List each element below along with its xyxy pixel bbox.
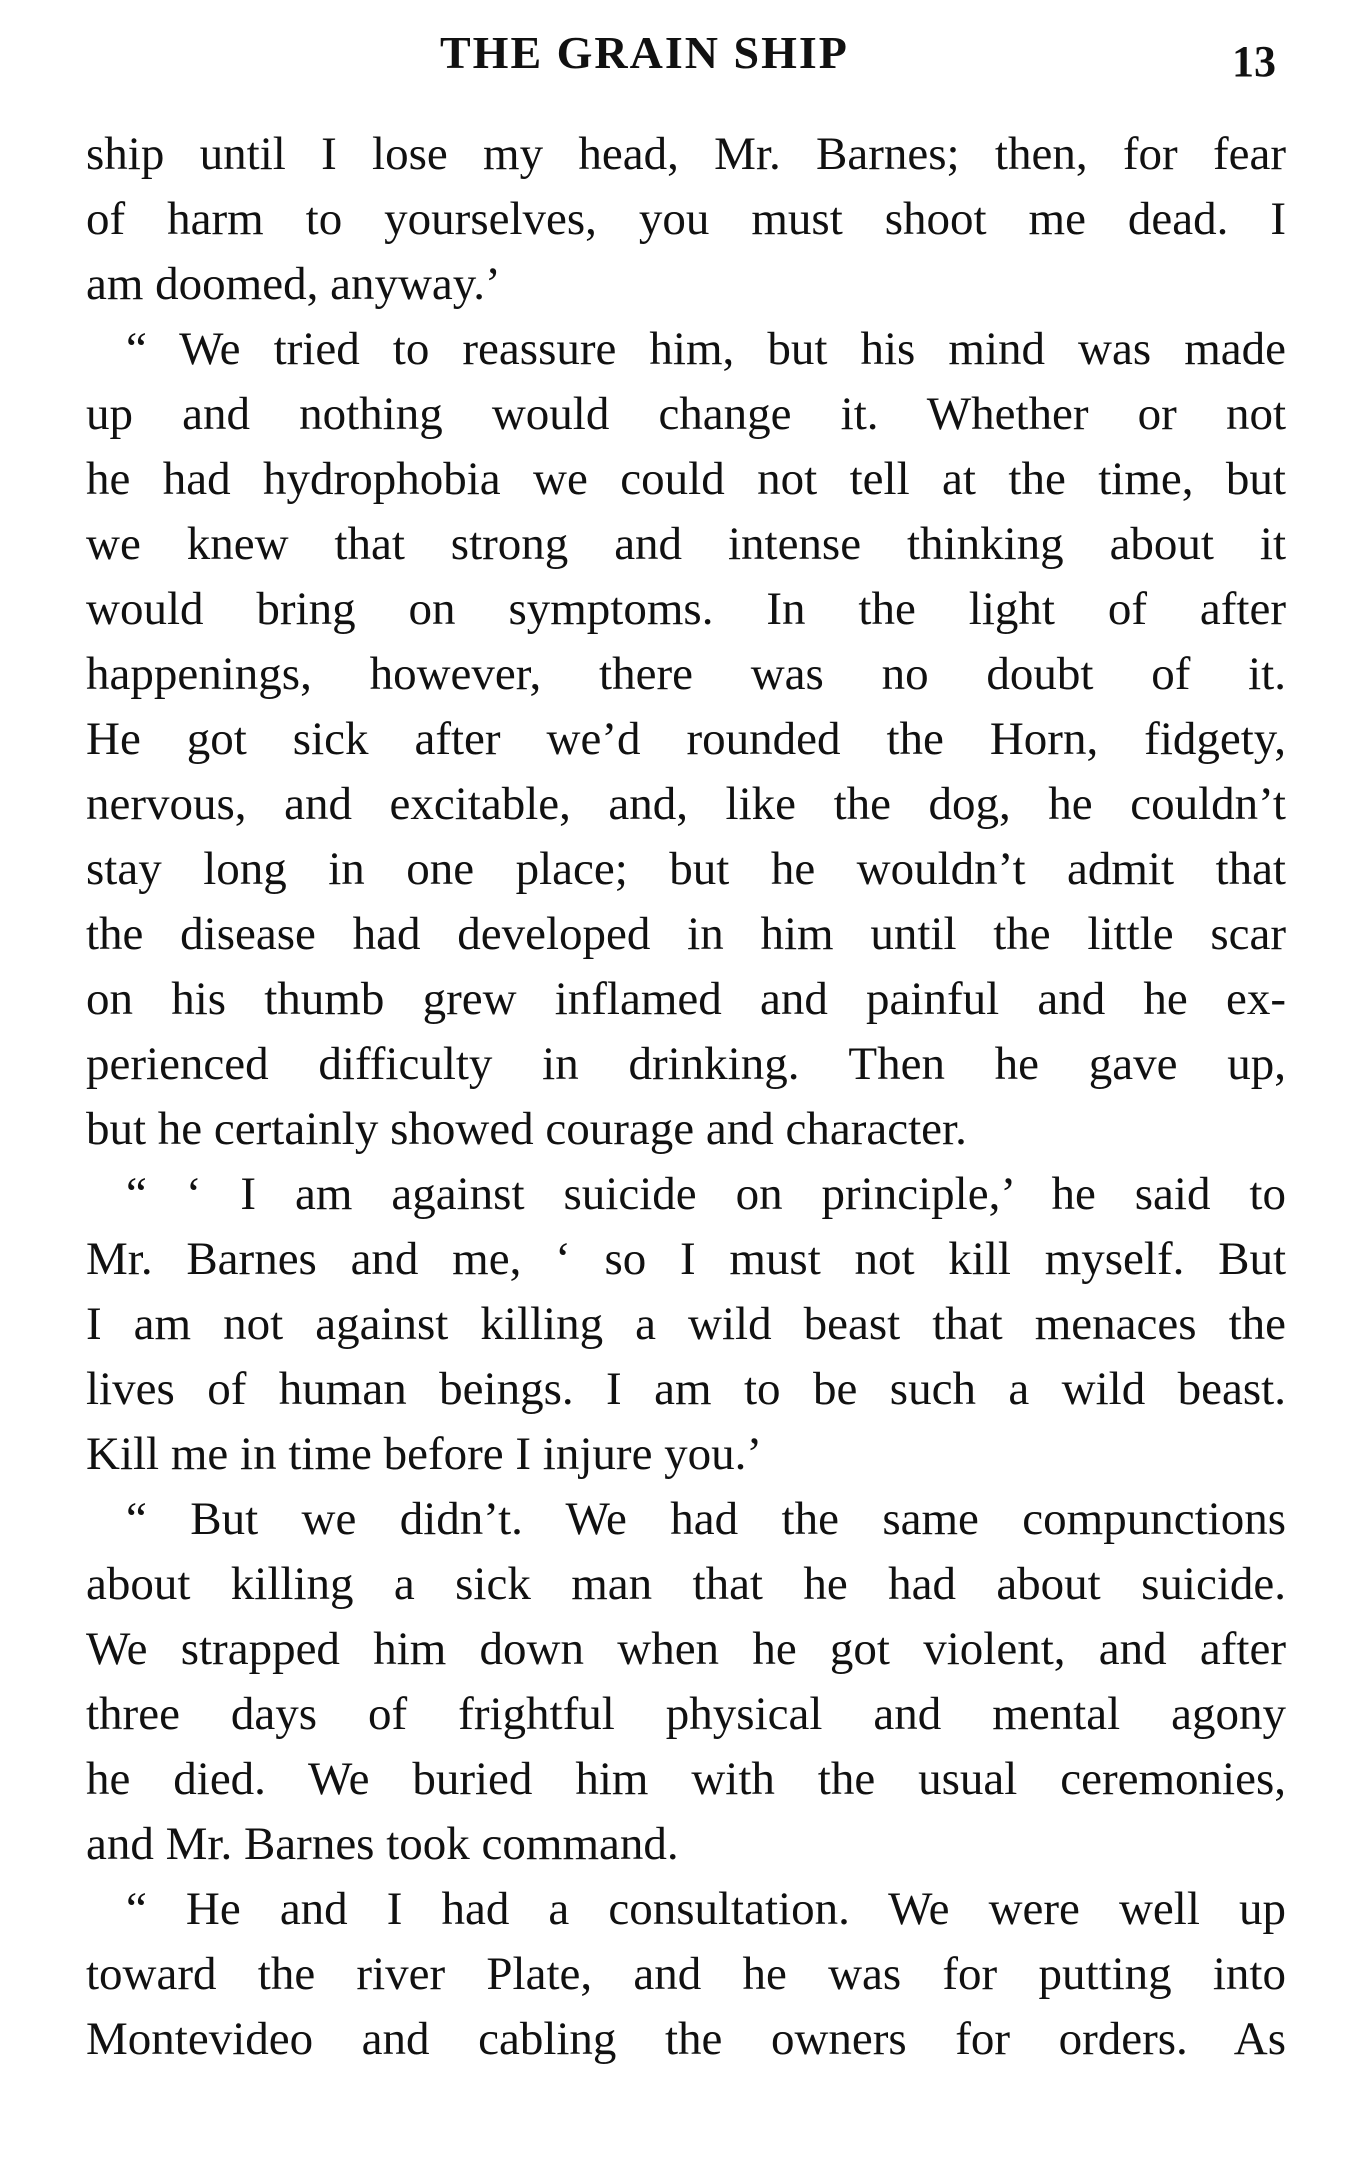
text-line: he had hydrophobia we could not tell at the time, but <box>86 453 1286 505</box>
text-line: three days of frightful physical and mental agony <box>86 1688 1286 1740</box>
text-line: would bring on symptoms. In the light of after <box>86 583 1286 635</box>
text-line: happenings, however, there was no doubt of it. <box>86 648 1286 700</box>
text-line: “ We tried to reassure him, but his mind was made <box>126 323 1286 375</box>
paragraph <box>86 317 1286 1162</box>
text-line: ship until I lose my head, Mr. Barnes; then, for fear <box>86 128 1286 180</box>
text-line: He got sick after we’d rounded the Horn, fidgety, <box>86 713 1286 765</box>
running-head <box>0 26 1368 86</box>
body-text <box>86 122 1286 2072</box>
text-line: he died. We buried him with the usual ceremonies, <box>86 1753 1286 1805</box>
text-line: “ ‘ I am against suicide on principle,’ he said to <box>126 1168 1286 1220</box>
text-line: on his thumb grew inflamed and painful and he ex- <box>86 973 1286 1025</box>
page-number: 13 <box>1232 37 1276 86</box>
text-line: toward the river Plate, and he was for putting into <box>86 1948 1286 2000</box>
text-line: stay long in one place; but he wouldn’t admit that <box>86 843 1286 895</box>
text-line: about killing a sick man that he had about suicide. <box>86 1558 1286 1610</box>
paragraph <box>86 1487 1286 1877</box>
text-line: nervous, and excitable, and, like the dog, he couldn’t <box>86 778 1286 830</box>
text-line: but he certainly showed courage and character. <box>86 1103 967 1155</box>
text-line: lives of human beings. I am to be such a wild beast. <box>86 1363 1286 1415</box>
paragraph <box>86 1162 1286 1487</box>
paragraph <box>86 1877 1286 2072</box>
running-title: THE GRAIN SHIP <box>440 27 849 78</box>
text-line: “ But we didn’t. We had the same compunctions <box>126 1493 1286 1545</box>
text-line: I am not against killing a wild beast that menaces the <box>86 1298 1286 1350</box>
text-line: Mr. Barnes and me, ‘ so I must not kill myself. But <box>86 1233 1286 1285</box>
text-line: “ He and I had a consultation. We were well up <box>126 1883 1286 1935</box>
text-line: the disease had developed in him until the little scar <box>86 908 1286 960</box>
text-line: Montevideo and cabling the owners for orders. As <box>86 2013 1286 2065</box>
text-line: and Mr. Barnes took command. <box>86 1818 679 1870</box>
text-line: of harm to yourselves, you must shoot me dead. I <box>86 193 1286 245</box>
text-line: perienced difficulty in drinking. Then he gave up, <box>86 1038 1286 1090</box>
text-line: Kill me in time before I injure you.’ <box>86 1428 763 1480</box>
paragraph <box>86 122 1286 317</box>
text-line: We strapped him down when he got violent, and after <box>86 1623 1286 1675</box>
text-line: up and nothing would change it. Whether or not <box>86 388 1286 440</box>
text-line: am doomed, anyway.’ <box>86 258 501 310</box>
text-line: we knew that strong and intense thinking about it <box>86 518 1286 570</box>
